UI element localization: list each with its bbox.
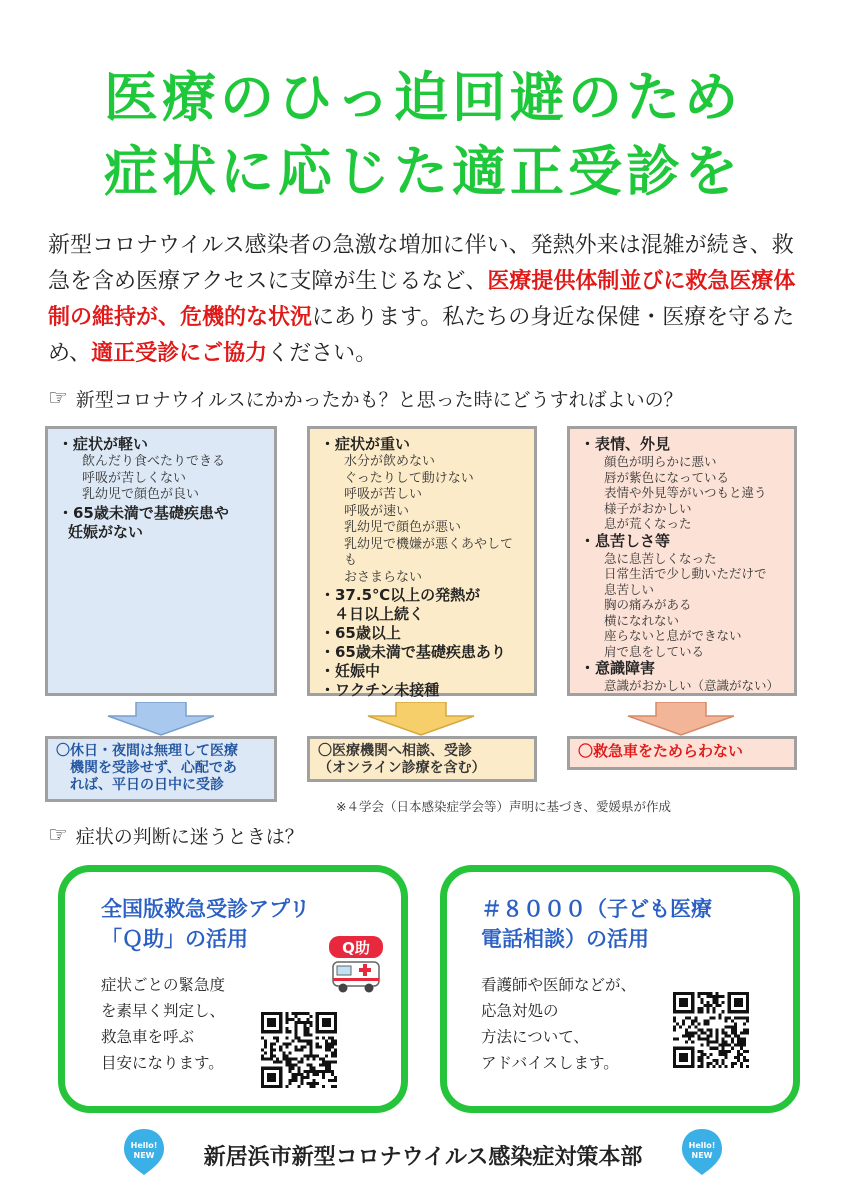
question-2-text: 症状の判断に迷うときは？: [75, 826, 304, 848]
result-mild: [45, 736, 277, 802]
card1-body-line: を素早く判定し、: [101, 1002, 226, 1020]
box2-heading-6: ・ワクチン未接種: [320, 681, 440, 699]
box2-sub-item: 乳幼児で機嫌が悪くあやしても: [344, 536, 514, 568]
card2-title-line: 電話相談）の活用: [481, 927, 649, 951]
box2-sub-item: 乳幼児で顔色が悪い: [344, 520, 462, 535]
result-severe-line: 〇医療機関へ相談、受診: [318, 743, 472, 759]
qr-code-q-suke[interactable]: [261, 1012, 337, 1088]
pointing-hand-icon: ☞: [48, 823, 68, 848]
severe-symptoms-box: [307, 426, 537, 699]
card2-body-line: 看護師や医師などが、: [481, 976, 637, 994]
result-severe: [307, 736, 537, 782]
card2-body: [481, 972, 636, 1076]
intro-paragraph: [48, 228, 808, 372]
box3-sub-item: 肩で息をしている: [604, 643, 705, 659]
intro-text-1: 新型コロナウイルス感染者の急激な増加に伴い、発熱外来は混雑が続き、救急を含め医療アクセスに支障が生じるなど、: [48, 233, 794, 294]
card1-title-line: 全国版救急受診アプリ: [101, 897, 311, 921]
box2-heading-2-cont: ４日以上続く: [334, 605, 425, 623]
card1-body-line: 目安になります。: [101, 1054, 224, 1072]
footer-organization: 新居浜市新型コロナウイルス感染症対策本部: [203, 1145, 643, 1170]
box2-sub-item: 呼吸が苦しい: [344, 487, 423, 502]
box2-heading-3: ・65歳以上: [320, 624, 401, 642]
box3-heading-3: ・意識障害: [580, 659, 656, 677]
mild-symptoms-box: [45, 426, 277, 696]
ambulance-mascot-icon: [327, 934, 385, 994]
box3-sub-item: 息苦しい: [604, 581, 655, 597]
box3-sub-item: 様子がおかしい: [604, 500, 692, 516]
card1-title-line: 「Ｑ助」の活用: [101, 927, 248, 951]
box3-heading-1: ・表情、外見: [580, 435, 671, 453]
question-row-2: [48, 822, 304, 849]
box2-sub-item: 呼吸が速い: [344, 503, 410, 519]
intro-text-2: にあります。私たちの身近な保健・医療を守るため、: [48, 305, 795, 366]
emergency-symptoms-box: [567, 426, 797, 696]
down-arrow-icon: [366, 702, 476, 736]
question-1-text: 新型コロナウイルスにかかったかも？と思った時にどうすればよいの？: [75, 389, 683, 411]
box3-heading-2: ・息苦しさ等: [580, 531, 671, 550]
box1-sub-item: 呼吸が苦しくない: [82, 470, 187, 486]
box2-sub-item: ぐったりして動けない: [344, 470, 474, 486]
qr-code-8000[interactable]: [673, 992, 749, 1068]
box2-sub-item: 水分が飲めない: [344, 454, 436, 469]
box1-heading-2-cont: 妊娠がない: [68, 522, 144, 541]
badge-text: Hello!: [130, 1141, 158, 1150]
card2-body-line: 応急対処の: [481, 1002, 559, 1020]
box3-sub-item: 顔色が明らかに悪い: [604, 454, 717, 469]
box2-heading-4: ・65歳未満で基礎疾患あり: [320, 643, 506, 661]
card2-body-line: 方法について、: [481, 1028, 589, 1046]
result-mild-line: 機関を受診せず、心配であ: [70, 760, 237, 776]
badge-text: Hello!: [688, 1141, 716, 1150]
box3-sub-item: 胸の痛みがある: [604, 597, 692, 612]
result-severe-line: （オンライン診療を含む）: [318, 760, 486, 776]
q-suke-app-card: [58, 865, 408, 1113]
title-line-1: 医療のひっ迫回避のため: [104, 66, 742, 129]
badge-text: NEW: [691, 1151, 713, 1160]
card2-title: [481, 894, 712, 954]
box1-heading-2: ・65歳未満で基礎疾患や: [58, 503, 229, 522]
pointing-hand-icon: ☞: [48, 386, 68, 411]
q-suke-logo-text: Q助: [342, 939, 370, 957]
down-arrow-icon: [626, 702, 736, 736]
box3-sub-item: 急に息苦しくなった: [604, 550, 717, 566]
card1-body: [101, 972, 225, 1076]
box2-heading-5: ・妊娠中: [320, 662, 381, 680]
box3-sub-item: 意識がおかしい（意識がない）: [604, 678, 780, 693]
card1-body-line: 救急車を呼ぶ: [101, 1028, 195, 1046]
question-row-1: [48, 385, 683, 412]
intro-text-3: ください。: [267, 341, 378, 366]
card2-body-line: アドバイスします。: [481, 1054, 619, 1072]
8000-phone-card: [440, 865, 800, 1113]
box2-sub-item: おさまらない: [344, 569, 423, 585]
intro-emphasis-1: 医療提供体制並びに救急医療体制の維持が、危機的な状況: [48, 269, 796, 330]
result-mild-line: れば、平日の日中に受診: [70, 777, 224, 793]
box3-sub-item: 横になれない: [604, 612, 680, 628]
box2-heading-1: ・症状が重い: [320, 435, 411, 453]
box1-sub-item: 飲んだり食べたりできる: [82, 454, 226, 469]
box3-sub-item: 座らないと息ができない: [604, 628, 742, 643]
box2-heading-2: ・37.5℃以上の発熱が: [320, 586, 481, 604]
box1-sub-item: 乳幼児で顔色が良い: [82, 487, 200, 502]
hello-new-badge-icon: [680, 1127, 724, 1177]
badge-text: NEW: [133, 1151, 155, 1160]
box3-sub-item: 息が荒くなった: [604, 516, 692, 531]
box3-sub-item: 表情や外見等がいつもと違う: [604, 485, 767, 500]
box3-sub-item: 日常生活で少し動いただけで: [604, 566, 767, 581]
box1-heading-1: ・症状が軽い: [58, 435, 149, 453]
card1-body-line: 症状ごとの緊急度: [101, 976, 226, 994]
result-mild-line: 〇休日・夜間は無理して医療: [56, 743, 238, 759]
card1-title: [101, 894, 310, 954]
source-note: ※４学会（日本感染症学会等）声明に基づき、愛媛県が作成: [336, 799, 671, 814]
down-arrow-icon: [106, 702, 216, 736]
result-emergency: 〇救急車をためらわない: [567, 736, 797, 770]
title-line-2: 症状に応じた適正受診を: [104, 140, 742, 203]
box3-sub-item: 唇が紫色になっている: [604, 469, 730, 485]
intro-emphasis-2: 適正受診にご協力: [91, 341, 268, 366]
card2-title-line: ＃８０００（子ども医療: [481, 897, 712, 921]
